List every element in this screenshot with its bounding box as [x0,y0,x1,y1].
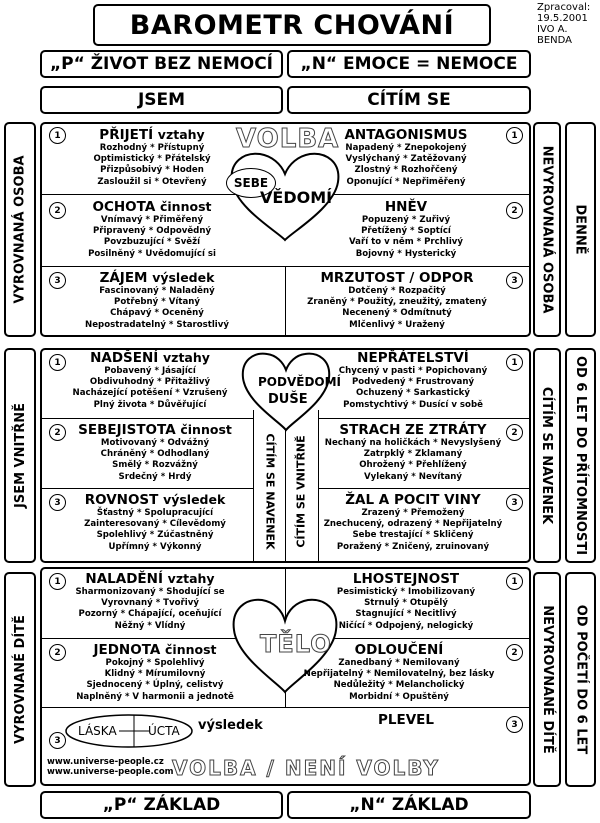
label-ucta: ÚCTA [148,724,180,738]
row-number: 3 [49,272,66,289]
cell-title: ROVNOST [84,492,159,508]
item-line: Pomstychtivý * Dusící v sobě [343,399,483,410]
footer-text: „P“ ZÁKLAD [102,795,221,815]
item-line: Nechaný na holičkách * Nevyslyšený [324,438,502,448]
item-line: Zasloužil si * Otevřený [97,176,207,187]
cell-odlouceni [292,642,506,703]
cell-hnev [316,199,496,260]
divider [318,418,530,419]
heart-podvedomi-label: PODVĚDOMÍ [258,375,342,389]
side-label-jsem-vnitrne [4,348,36,563]
item-line: Napadený * Znepokojený [345,143,467,153]
item-line: Ničící * Odpojený, nelogický [338,620,474,631]
item-line: Sjednocený * Úplný, celistvý [86,680,224,691]
cell-title: ŽAL A POCIT VINY [345,492,481,508]
item-line: Ohrožený * Přehlížený [359,460,467,471]
item-line: Pesimistický * Imobilizovaný [336,587,476,597]
page-title: BAROMETR CHOVÁNÍ [129,9,455,41]
cell-subtitle: vztahy [163,350,210,365]
side-label-vyrovnana-osoba [4,122,36,337]
cell-subtitle: výsledek [152,270,215,285]
footer-n-zaklad [287,791,531,819]
row-number: 2 [49,424,66,441]
item-line: Připravený * Odpovědný [92,226,212,237]
cell-title: NADŠENÍ [90,350,159,366]
item-line: Vyslýchaný * Zatěžovaný [345,154,467,165]
item-line: Pokojný * Spolehlivý [105,658,205,668]
side-label-text: VYROVNANÉ DÍTĚ [12,615,28,744]
row-number: 3 [506,494,523,511]
side-label-nevyrovnana-osoba [533,122,561,337]
item-line: Chycený v pasti * Popichovaný [338,366,488,376]
mid-label-text: CÍTÍM SE VNITŘNĚ [295,434,308,548]
watermark-volba: VOLBA [236,124,340,154]
cell-rovnost [60,492,250,553]
website-links [47,757,174,777]
side-label-text: CÍTÍM SE NAVENEK [539,386,555,525]
cell-subtitle: vztahy [157,127,205,142]
item-line: Rozhodný * Přístupný [99,143,205,153]
item-line: Vylekaný * Nevítaný [364,471,462,482]
cell-subtitle: činnost [180,422,232,437]
item-line: Něžný * Vlídný [114,620,186,631]
item-line: Povzbuzující * Svěží [103,237,201,248]
cell-title: LHOSTEJNOST [352,571,460,587]
cell-prijeti [62,127,242,188]
item-line: Zlostný * Rozhořčený [354,165,458,176]
cell-title: PLEVEL [378,712,434,728]
divider [318,488,530,489]
item-line: Chráněný * Odhodlaný [100,449,210,460]
item-line: Nepřijatelný * Nemilovatelný, bez lásky [303,669,495,680]
row-number: 1 [49,354,66,371]
item-line: Sebe trestající * Skličený [352,530,474,541]
side-label-text: VYROVNANÁ OSOBA [12,155,28,304]
side-label-od-6-let [565,348,596,563]
side-label-citim-se-navenek [533,348,561,563]
item-line: Srdečný * Hrdý [118,471,192,482]
item-line: Smělý * Rozvážný [112,460,198,471]
item-line: Popuzený * Zuřivý [361,215,451,225]
author-note [537,2,600,46]
item-line: Mlčenlivý * Uražený [349,319,445,330]
item-line: Obdivuhodný * Přitažlivý [89,377,211,388]
header-text: JSEM [137,90,186,110]
cell-lhostejnost [316,571,496,632]
row-number: 2 [506,644,523,661]
item-line: Oponující * Nepřiměřený [346,176,466,187]
cell-ochota [62,199,242,260]
item-line: Zrazený * Přemožený [361,508,465,518]
side-label-od-poceti [565,572,596,787]
row-number: 1 [49,127,66,144]
cell-mrzutost [290,270,504,331]
note-line: IVO A. BENDA [537,24,573,46]
item-line: Plný života * Důvěřující [93,399,207,410]
website-link[interactable]: www.universe-people.cz [47,757,164,767]
divider [41,418,253,419]
cell-naladeni [60,571,240,632]
item-line: Zainteresovaný * Cílevědomý [84,519,226,530]
column-header-citim-se [287,86,531,114]
item-line: Pobavený * Jásající [104,366,196,376]
item-line: Fascinovaný * Naladěný [99,286,215,296]
cell-title: PŘIJETÍ [99,127,154,143]
footer-p-zaklad [40,791,283,819]
side-label-text: OD 6 LET DO PŘÍTOMNOSTI [573,355,589,556]
item-line: Pozorný * Chápající, oceňující [78,609,222,620]
row-number: 1 [506,127,523,144]
item-line: Přetížený * Soptící [361,226,451,237]
cell-strach-ze-ztraty [320,422,506,483]
row-number: 2 [506,424,523,441]
website-link[interactable]: www.universe-people.com [47,767,174,777]
heart-vedomi-label: VĚDOMÍ [260,188,333,207]
cell-jednota [60,642,250,703]
item-line: Nedůležitý * Melancholický [333,680,465,691]
mid-label-citim-se-vnitrne [286,420,317,562]
column-header-jsem [40,86,283,114]
label-vysledek: výsledek [198,718,263,733]
footer-text: „N“ ZÁKLAD [349,795,469,815]
item-line: Zatrpklý * Zklamaný [363,449,463,460]
mid-label-text: CÍTÍM SE NAVENEK [263,432,277,550]
divider [253,410,254,562]
cell-title: MRZUTOST / ODPOR [320,270,474,286]
item-line: Naplněný * V harmonii a jednotě [76,691,234,702]
cell-zajem [62,270,252,331]
divider [285,267,286,336]
item-line: Necenený * Odmítnutý [342,308,452,319]
watermark-volba-neni-volby: VOLBA / NENÍ VOLBY [172,756,440,780]
row-number: 2 [49,202,66,219]
item-line: Vnímavý * Přiměřený [100,215,204,225]
item-line: Optimistický * Přátelský [93,154,211,165]
item-line: Potřebný * Vítaný [114,297,200,308]
side-label-text: DENNĚ [573,204,588,255]
item-line: Spolehlivý * Zúčastněný [96,530,214,541]
side-label-nevyrovnane-dite [533,572,561,787]
cell-subtitle: výsledek [163,492,226,507]
item-line: Stagnující * Necitlivý [355,609,457,620]
header-text: „P“ ŽIVOT BEZ NEMOCÍ [49,54,274,74]
item-line: Poražený * Zničený, zruinovaný [336,541,490,552]
row-number: 2 [49,644,66,661]
item-line: Bojovný * Hysterický [355,248,457,259]
header-p-life [40,50,283,78]
cell-plevel [316,712,496,728]
item-line: Posilněný * Uvědomující si [88,248,216,259]
header-n-emotion [287,50,531,78]
item-line: Upřímný * Výkonný [108,541,202,552]
side-label-vyrovnane-dite [4,572,36,787]
item-line: Zraněný * Použitý, zneužitý, zmatený [307,297,487,308]
item-line: Chápavý * Oceněný [110,308,204,319]
cell-antagonismus [316,127,496,188]
cell-subtitle: činnost [159,199,212,214]
item-line: Klidný * Mírumilovný [104,669,206,680]
cell-title: ZÁJEM [99,270,148,286]
item-line: Morbidní * Opuštěný [349,691,449,702]
divider [318,410,319,562]
item-line: Nepostradatelný * Starostlivý [85,319,229,330]
cell-title: HNĚV [384,199,428,215]
row-number: 3 [506,272,523,289]
cell-title: OCHOTA [92,199,156,215]
item-line: Šťastný * Spolupracující [96,508,214,518]
item-line: Dotčený * Rozpačitý [348,286,446,296]
item-line: Strnulý * Otupělý [364,598,448,609]
row-number: 1 [506,354,523,371]
cell-nepratelstvi [320,350,506,411]
item-line: Nacházející potěšení * Vzrušený [72,388,228,399]
item-line: Vyrovnaný * Tvořivý [101,598,199,609]
cell-title: JEDNOTA [93,642,161,658]
heart-sebe-label: SEBE [226,168,276,198]
row-number: 2 [506,202,523,219]
divider [41,488,253,489]
cell-nadseni [60,350,240,411]
cell-zal-a-pocit-viny [320,492,506,553]
label-laska: LÁSKA [78,724,117,738]
cell-title: ODLOUČENÍ [354,642,444,658]
item-line: Ochuzený * Sarkastický [356,388,470,399]
title-box [93,4,491,46]
header-text: „N“ EMOCE = NEMOCE [300,54,518,74]
item-line: Motivovaný * Odvážný [100,438,210,448]
cell-subtitle: vztahy [167,571,215,586]
item-line: Sharmonizovaný * Shodující se [75,587,225,597]
side-label-text: OD POČETÍ DO 6 LET [573,604,589,755]
side-label-text: NEVYROVNANÁ OSOBA [539,145,555,314]
side-label-text: JSEM VNITŘNĚ [12,403,28,508]
side-label-denne [565,122,596,337]
cell-title: NALADĚNÍ [85,571,163,587]
mid-label-citim-se-navenek [255,420,285,562]
heart-duse-label: DUŠE [268,392,308,407]
header-text: CÍTÍM SE [367,90,451,110]
item-line: Znechucený, odrazený * Nepřijatelný [323,519,503,530]
row-number: 3 [49,732,66,749]
row-number: 3 [49,494,66,511]
item-line: Podvedený * Frustrovaný [351,377,475,388]
note-line: Zpracoval: [537,2,591,13]
cell-title: NEPŘÁTELSTVÍ [357,350,469,366]
cell-title: ANTAGONISMUS [344,127,468,143]
note-line: 19.5.2001 [537,13,588,24]
side-label-text: NEVYROVNANÉ DÍTĚ [539,605,555,754]
cell-title: SEBEJISTOTA [78,422,176,438]
cell-title: STRACH ZE ZTRÁTY [339,422,487,438]
row-number: 1 [506,573,523,590]
item-line: Přizpůsobivý * Hoden [100,165,204,176]
heart-telo-label: TĚLO [260,630,332,658]
row-number: 1 [49,573,66,590]
item-line: Zanedbaný * Nemilovaný [338,658,460,668]
item-line: Vaří to v něm * Prchlivý [349,237,463,248]
cell-sebejistota [60,422,250,483]
cell-subtitle: činnost [165,642,217,657]
row-number: 3 [506,716,523,733]
